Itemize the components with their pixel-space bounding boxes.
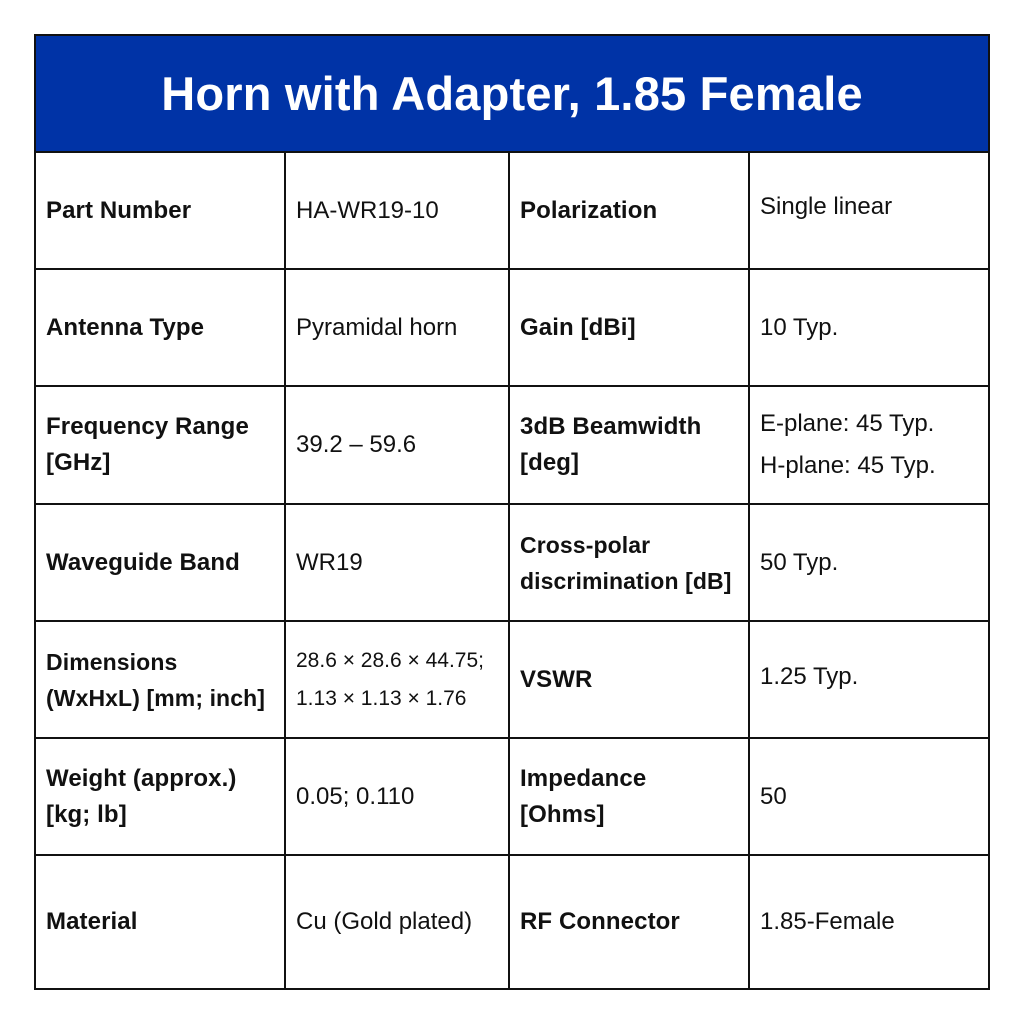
value-rf-connector: 1.85-Female <box>760 908 895 935</box>
value-material: Cu (Gold plated) <box>286 856 510 988</box>
label-cross-polar: Cross-polar discrimination [dB] <box>510 505 750 622</box>
table-title: Horn with Adapter, 1.85 Female <box>36 36 988 153</box>
label-beamwidth: 3dB Beamwidth [deg] <box>510 387 750 505</box>
value-cross-polar: 50 Typ. <box>750 505 988 622</box>
label-impedance: Impedance [Ohms] <box>510 739 750 856</box>
value-part-number: HA-WR19-10 <box>286 153 510 270</box>
spec-grid <box>36 153 988 988</box>
label-waveguide-band: Waveguide Band <box>36 505 286 622</box>
value-dimensions: 28.6 × 28.6 × 44.75; 1.13 × 1.13 × 1.76 <box>286 622 510 739</box>
label-frequency-range: Frequency Range [GHz] <box>36 387 286 505</box>
value-impedance: 50 <box>750 739 988 856</box>
label-material: Material <box>36 856 286 988</box>
label-polarization: Polarization <box>510 153 750 270</box>
value-frequency-range: 39.2 – 59.6 <box>286 387 510 505</box>
label-antenna-type: Antenna Type <box>36 270 286 387</box>
label-weight: Weight (approx.) [kg; lb] <box>36 739 286 856</box>
label-part-number: Part Number <box>36 153 286 270</box>
value-waveguide-band: WR19 <box>286 505 510 622</box>
spec-table <box>34 34 990 990</box>
value-beamwidth: E-plane: 45 Typ. H-plane: 45 Typ. <box>750 387 988 505</box>
value-vswr: 1.25 Typ. <box>750 622 988 739</box>
label-dimensions: Dimensions (WxHxL) [mm; inch] <box>36 622 286 739</box>
label-vswr: VSWR <box>510 622 750 739</box>
value-weight: 0.05; 0.110 <box>286 739 510 856</box>
label-gain: Gain [dBi] <box>510 270 750 387</box>
label-rf-connector: RF Connector <box>510 856 750 988</box>
value-polarization: Single linear <box>750 153 988 270</box>
value-antenna-type: Pyramidal horn <box>286 270 510 387</box>
value-gain: 10 Typ. <box>750 270 988 387</box>
